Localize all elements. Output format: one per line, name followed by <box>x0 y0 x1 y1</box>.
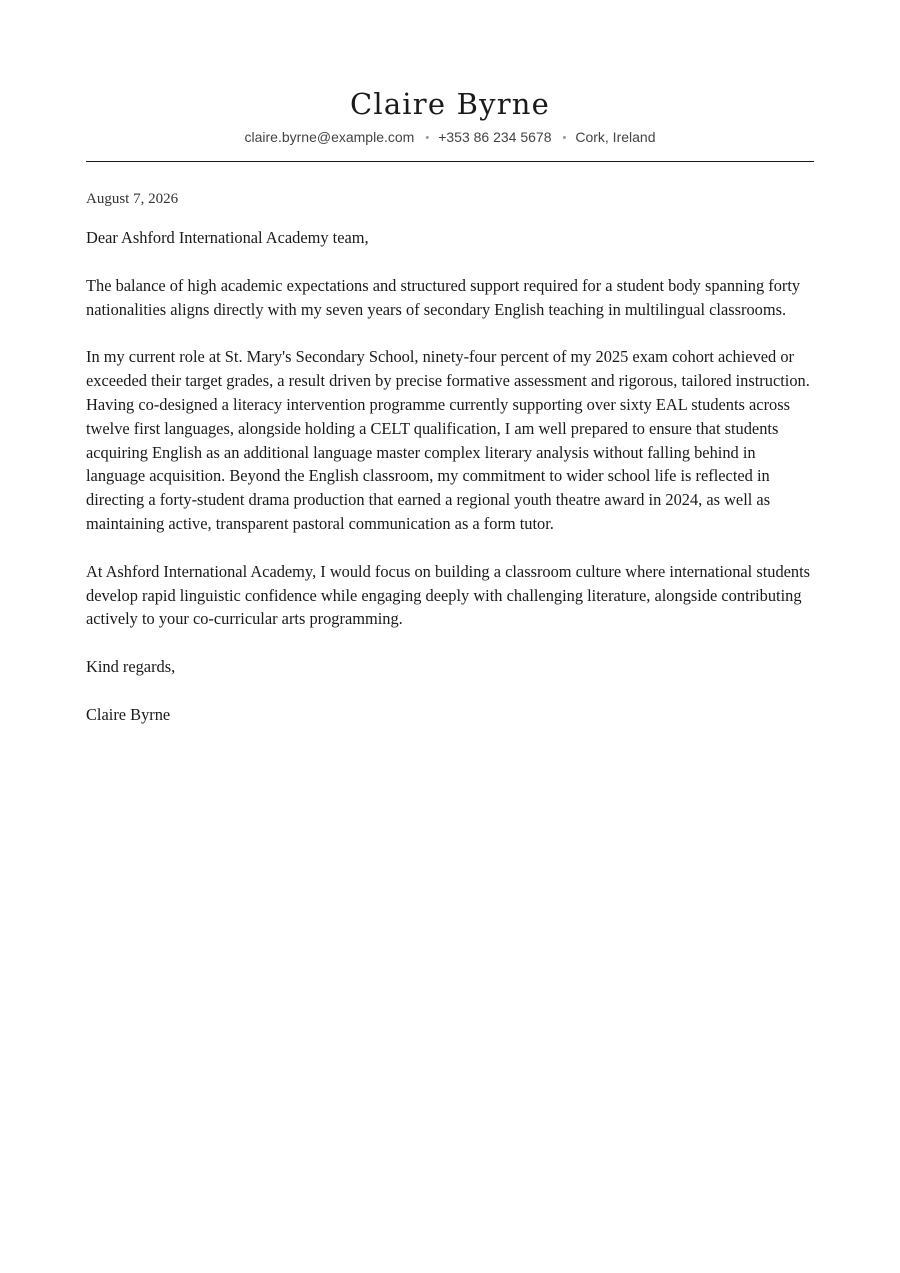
signature-name: Claire Byrne <box>86 704 171 724</box>
cover-letter-page <box>86 0 814 727</box>
body-paragraph-3: At Ashford International Academy, I would focus on building a classroom culture where international students develop rapid linguistic confidence while engaging deeply with challenging literature, alongside contributing actively to your co-curricular arts programming. <box>86 561 811 629</box>
header-divider <box>86 161 814 162</box>
letter-header <box>86 0 814 162</box>
closing: Kind regards, <box>86 657 176 677</box>
separator-dot: • <box>562 132 567 144</box>
contact-email: claire.byrne@example.com <box>244 129 415 145</box>
contact-line <box>86 127 814 149</box>
contact-phone: +353 86 234 5678 <box>438 129 552 145</box>
applicant-name: Claire Byrne <box>349 87 551 121</box>
contact-location: Cork, Ireland <box>575 129 656 145</box>
separator-dot: • <box>425 132 430 144</box>
salutation: Dear Ashford International Academy team, <box>86 228 369 247</box>
letter-date: August 7, 2026 <box>86 191 179 207</box>
letter-body <box>86 226 814 727</box>
body-paragraph-2: In my current role at St. Mary's Secondary School, ninety-four percent of my 2025 exam cohort achieved or exceeded their target grades, a result driven by precise formative assessment and rigorous, tailored instruction. Having co-designed a literacy intervention programme currently supporting over sixty EAL students across twelve first languages, alongside holding a CELT qualification, I am well prepared to ensure that students acquiring English as an additional language master complex literary analysis without falling behind in language acquisition. Beyond the English classroom, my commitment to wider school life is reflected in directing a forty-student drama production that earned a regional youth theatre award in 2024, as well as maintaining active, transparent pastoral communication as a form tutor. <box>86 347 810 533</box>
body-paragraph-1: The balance of high academic expectations and structured support required for a student body spanning forty nationalities aligns directly with my seven years of secondary English teaching in multilingual classrooms. <box>86 275 801 319</box>
